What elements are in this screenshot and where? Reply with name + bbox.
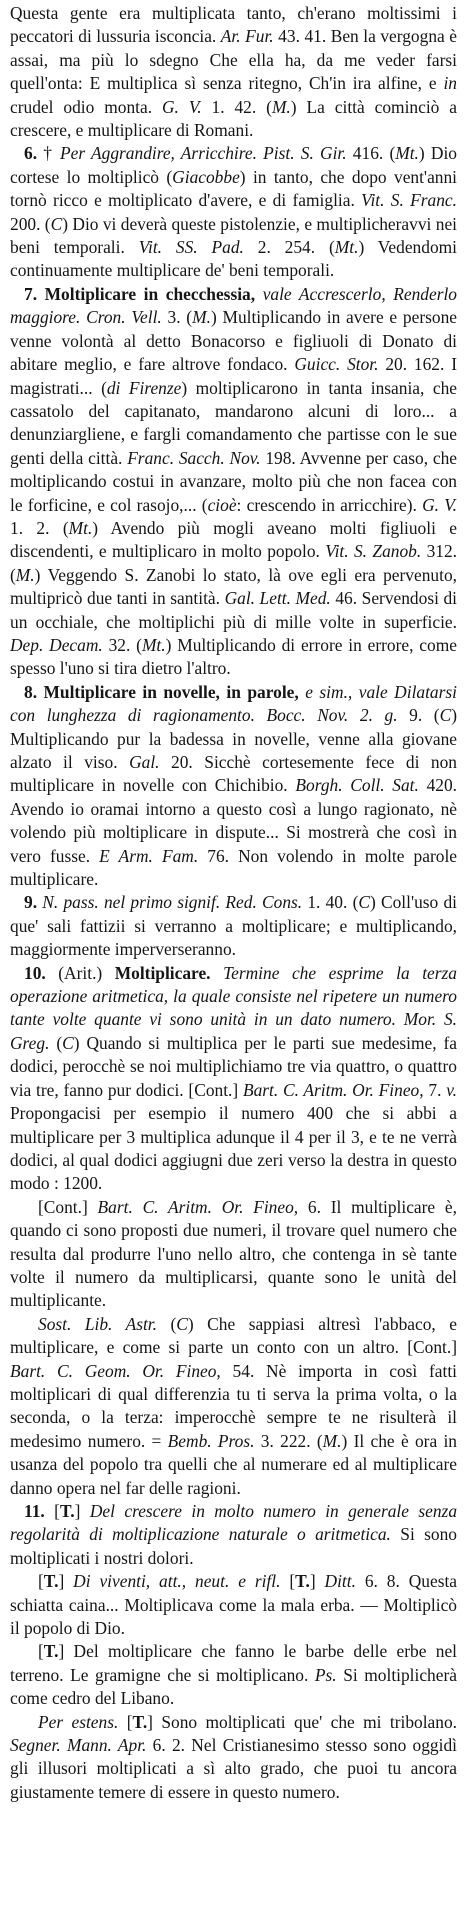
italic-run: Gal. bbox=[129, 752, 160, 772]
text-run: ( bbox=[49, 1032, 63, 1053]
italic-run: G. V. bbox=[161, 96, 202, 117]
entry-paragraph bbox=[10, 891, 457, 961]
text-run: 312. ( bbox=[10, 541, 458, 585]
text-run: 20. Sicchè cortesemente fece di non multiplicare in novelle con Chichibio. bbox=[10, 752, 457, 796]
text-run: 3. 222. ( bbox=[254, 1430, 323, 1451]
text-run: ) Quando si multiplica per le parti sue medesime, fa dodici, perocchè se noi multiplichiamo tre via quattro, o quattro via tre, fanno pur dodici. [Cont.] bbox=[10, 1032, 458, 1100]
text-run: ) Veggendo S. Zanobi lo stato, là ove egli era pervenuto, multipricò due tanti in santità. bbox=[10, 564, 457, 609]
text-run: ) Dio cortese lo moltiplicò ( bbox=[10, 143, 457, 187]
bold-run: Moltiplicare. bbox=[114, 962, 211, 983]
italic-run: Dep. Decam. bbox=[10, 634, 103, 655]
text-run bbox=[255, 284, 263, 304]
bold-run: T. bbox=[132, 1711, 148, 1732]
italic-run: Bemb. Pros. bbox=[167, 1430, 255, 1451]
italic-run: G. V. bbox=[422, 494, 457, 515]
text-run: 6. Il multiplicare è, quando ci sono proposti due numeri, il trovare quel numero che resulta dal produrre l'uno nello altro, che contenga in sè tante volte il numero da multiplicarsi, quante sono le unità del multiplicante. bbox=[10, 1196, 457, 1311]
text-run: ] Sono moltiplicati que' che mi tribolano. bbox=[147, 1711, 458, 1732]
italic-run: Per estens. bbox=[38, 1711, 119, 1732]
text-run: ) Multiplicando di errore in errore, come spesso l'uno si tira dietro l'altro. bbox=[10, 634, 457, 679]
text-run: ) in tanto, che dopo vent'anni tornò ricco e moltiplicato d'avere, e di famiglia. bbox=[10, 166, 458, 211]
bold-run: 11. bbox=[24, 1501, 45, 1521]
entry-paragraph bbox=[10, 142, 457, 282]
text-run: ) Multiplicando in avere e persone venne volontà al detto Bonacorso e figliuoli di Donato di abitare meglio, e fare altrove fondaco. bbox=[10, 307, 457, 375]
text-run: 6. 8. Questa schiatta caina... Moltiplicava come la mala erba. — Moltiplicò il popolo di Dio. bbox=[10, 1571, 458, 1639]
italic-run: Ar. Fur. bbox=[220, 26, 274, 47]
italic-run: M. bbox=[15, 564, 35, 585]
italic-run: C bbox=[439, 705, 452, 726]
italic-run: M. bbox=[322, 1430, 342, 1451]
text-run: crudel odio monta. bbox=[10, 96, 162, 117]
text-run: [ bbox=[38, 1641, 44, 1662]
entry-paragraph bbox=[10, 1313, 457, 1500]
text-run: ) Che sappiasi altresì l'abbaco, e multiplicare, e come si parte un conto con un altro. [Cont.] bbox=[10, 1313, 457, 1358]
italic-run: Del crescere in molto numero in generale senza regolarità di moltiplicazione naturale o aritmetica. bbox=[10, 1501, 458, 1545]
text-run: 1. 2. ( bbox=[10, 517, 69, 538]
text-run: 420. Avendo io oramai intorno a questo così a lungo ragionato, nè volendo più moltiplicare in dispute... Si mostrerà che così in vero fusse. bbox=[10, 775, 458, 866]
text-run: 7. bbox=[423, 1079, 447, 1100]
text-run: ( bbox=[156, 1313, 177, 1334]
text-run: [Cont.] bbox=[38, 1196, 98, 1217]
bold-run: 6. bbox=[24, 143, 38, 164]
text-run: 198. Avvenne per caso, che moltiplicando costui in avanzare, molto più che non facea con le forficine, e col rasojo,... ( bbox=[10, 447, 457, 515]
text-run: ) La città cominciò a crescere, e multiplicare di Romani. bbox=[10, 96, 458, 141]
italic-run: Ditt. bbox=[324, 1571, 356, 1592]
text-run: 20. 162. I magistrati... ( bbox=[10, 354, 457, 398]
italic-run: Bart. C. Aritm. Or. Fineo, bbox=[242, 1079, 424, 1100]
text-run: 43. 41. Ben la vergogna è assai, ma più lo sdegno Che ella ha, da me veder farsi quell'onta: E multiplica sì senza ritegno, Ch'in ira alfine, e bbox=[10, 26, 457, 94]
italic-run: Mt. bbox=[334, 237, 359, 258]
italic-run: Franc. Sacch. Nov. bbox=[127, 447, 261, 468]
entry-paragraph bbox=[10, 283, 457, 681]
italic-run: in bbox=[443, 73, 457, 94]
italic-run: vale Accrescerlo, Renderlo maggiore. Cron. Vell. bbox=[10, 283, 458, 328]
text-run: [ bbox=[38, 1571, 44, 1592]
italic-run: N. pass. nel primo signif. Red. Cons. bbox=[42, 892, 303, 913]
text-run: ) Avendo più mogli aveano molti figliuoli e discendenti, e multiplicaro in molto popolo. bbox=[10, 517, 457, 562]
text-run: Si moltiplicherà come cedro del Libano. bbox=[10, 1664, 457, 1709]
text-run: : crescendo in arricchire). bbox=[236, 494, 423, 515]
text-run: ) Il che è ora in usanza del popolo tra quelli che al numerare ed al multiplicare danno opera nel far delle ragioni. bbox=[10, 1430, 457, 1498]
text-run bbox=[211, 963, 224, 983]
italic-run: v. bbox=[446, 1079, 457, 1100]
italic-run: Di viventi, att., neut. e rifl. bbox=[73, 1571, 281, 1592]
text-run: ] bbox=[309, 1571, 325, 1592]
italic-run: Per Aggrandire, Arricchire. Pist. S. Gir. bbox=[60, 143, 347, 164]
entry-paragraph bbox=[10, 962, 457, 1196]
italic-run: Bart. C. Geom. Or. Fineo, bbox=[10, 1360, 221, 1381]
italic-run: Sost. Lib. Astr. bbox=[38, 1313, 157, 1334]
entry-paragraph bbox=[10, 1570, 457, 1640]
bold-run: T. bbox=[43, 1571, 59, 1592]
text-run: † bbox=[37, 143, 61, 164]
text-run: ) Dio vi deverà queste pistolenzie, e multiplicheravvi nei beni temporali. bbox=[10, 213, 457, 258]
italic-run: Termine che esprime la terza operazione aritmetica, la quale consiste nel ripetere un numero tante volte quante vi sono unità in un dato numero. Mor. S. Greg. bbox=[10, 962, 457, 1053]
entry-paragraph bbox=[10, 1711, 457, 1805]
text-run: ) Vedendomi continuamente multiplicare de' beni temporali. bbox=[10, 237, 457, 281]
text-run: 54. Nè importa in così fatti moltiplicari di qual differenzia tu ti serva la prima volta, o la seconda, o la terza: imperocchè sempre te ne risulterà il medesimo numero. = bbox=[10, 1360, 458, 1451]
entry-paragraph bbox=[10, 1500, 457, 1570]
italic-run: Borgh. Coll. Sat. bbox=[295, 775, 419, 796]
italic-run: Gal. Lett. Med. bbox=[224, 588, 331, 609]
text-run: ] bbox=[58, 1571, 74, 1592]
italic-run: C bbox=[176, 1313, 188, 1334]
bold-run: 8. Multiplicare in novelle, in parole, bbox=[24, 681, 299, 702]
text-run: 9. ( bbox=[397, 705, 440, 726]
italic-run: E Arm. Fam. bbox=[99, 845, 199, 866]
text-run: 2. 254. ( bbox=[243, 237, 335, 258]
text-run: 1. 42. ( bbox=[201, 96, 272, 117]
text-run: [ bbox=[118, 1711, 133, 1732]
text-run: Questa gente era multiplicata tanto, ch'erano moltissimi i peccatori di lussuria isconcia. bbox=[10, 3, 457, 47]
text-run: 1. 40. ( bbox=[302, 892, 359, 913]
italic-run: C bbox=[62, 1032, 74, 1053]
text-run: [ bbox=[44, 1501, 60, 1521]
italic-run: di Firenze bbox=[106, 377, 182, 398]
bold-run: 10. bbox=[24, 962, 46, 983]
italic-run: M. bbox=[192, 307, 211, 328]
text-run: Si sono moltiplicati i nostri dolori. bbox=[10, 1524, 457, 1568]
text-run: 6. 2. Nel Cristianesimo stesso sono oggidì gli illusori moltiplicati a sì alto grado, che puoi tu ancora giustamente temere di essere in questo numero. bbox=[10, 1735, 457, 1802]
text-run: ) Multiplicando pur la badessa in novelle, venne alla giovane alzato il viso. bbox=[10, 705, 457, 772]
text-run: 200. ( bbox=[10, 213, 51, 234]
italic-run: M. bbox=[271, 96, 291, 117]
entry-paragraph bbox=[10, 2, 457, 142]
italic-run: Vit. SS. Pad. bbox=[138, 237, 244, 258]
text-run: 3. ( bbox=[161, 307, 193, 328]
text-run: 46. Servendosi di un occhiale, che moltiplichi più di mille volte in superficie. bbox=[10, 588, 458, 632]
italic-run: Mt. bbox=[395, 143, 419, 164]
bold-run: 9. bbox=[24, 892, 38, 913]
italic-run: C bbox=[358, 892, 370, 913]
text-run: 76. Non volendo in molte parole multiplicare. bbox=[10, 845, 458, 890]
text-run: 416. ( bbox=[346, 143, 396, 164]
italic-run: Vit. S. Zanob. bbox=[325, 541, 422, 562]
text-run: [ bbox=[280, 1571, 296, 1592]
italic-run: C bbox=[50, 213, 63, 234]
text-run: ) moltiplicarono in tanta insania, che cassatolo del capitanato, mandarono alcuni di loro... a denunziargliene, e fargli comandamento che partisse con le sue genti della città. bbox=[10, 377, 457, 468]
bold-run: T. bbox=[59, 1501, 75, 1521]
italic-run: Ps. bbox=[314, 1664, 337, 1685]
italic-run: Mt. bbox=[68, 517, 93, 538]
entry-paragraph bbox=[10, 1196, 457, 1313]
bold-run: 7. Moltiplicare in checchessia, bbox=[24, 283, 256, 304]
italic-run: Mt. bbox=[141, 634, 166, 655]
italic-run: cioè bbox=[207, 494, 237, 515]
italic-run: e sim., vale Dilatarsi con lunghezza di ragionamento. Bocc. Nov. 2. g. bbox=[10, 681, 457, 726]
text-run: 32. ( bbox=[102, 634, 142, 655]
italic-run: Segner. Mann. Apr. bbox=[10, 1735, 147, 1756]
entry-paragraph bbox=[10, 1640, 457, 1710]
italic-run: Giacobbe bbox=[172, 166, 240, 187]
italic-run: Vit. S. Franc. bbox=[361, 190, 457, 211]
text-run: ] bbox=[74, 1501, 90, 1521]
italic-run: Bart. C. Aritm. Or. Fineo, bbox=[97, 1196, 299, 1217]
bold-run: T. bbox=[43, 1641, 59, 1662]
italic-run: Guicc. Stor. bbox=[294, 354, 379, 375]
entry-paragraph bbox=[10, 681, 457, 892]
bold-run: T. bbox=[295, 1571, 310, 1592]
text-run: ) Coll'uso di que' sali fattizii si verranno a moltiplicare; e multiplicando, maggiormente imperverseranno. bbox=[10, 892, 457, 960]
text-run: ] Del moltiplicare che fanno le barbe delle erbe nel terreno. Le gramigne che si moltiplicano. bbox=[10, 1641, 457, 1685]
text-run: Propongacisi per esempio il numero 400 che si abbi a multiplicare per 3 multiplica adunque il 4 per il 3, e te ne verrà dodici, al qual dodici aggiugni due zeri verso la destra in questo modo : 1200. bbox=[10, 1103, 457, 1194]
text-run: (Arit.) bbox=[45, 962, 115, 983]
